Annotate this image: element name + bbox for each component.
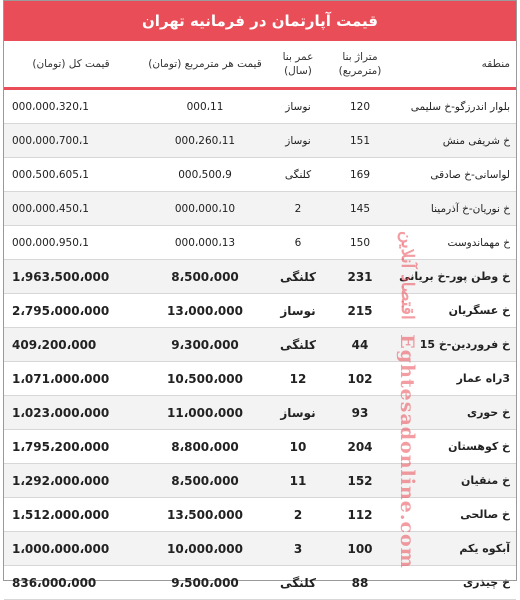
cell-area: 152 [324,464,396,498]
cell-age: 10 [272,430,324,464]
cell-area: 120 [324,90,396,124]
table-row [4,566,516,600]
cell-region: خ نوریان-خ آذرمینا [396,192,516,226]
cell-age: کلنگی [272,566,324,600]
header-total-price: قیمت کل (تومان) [4,41,138,90]
table-row [4,532,516,566]
cell-age: کلنگی [272,260,324,294]
table-row [4,498,516,532]
cell-area: 150 [324,226,396,260]
watermark-farsi: اقتصاد آنلاین [397,231,417,320]
cell-total-price: 000،000،950،1 [4,226,138,260]
cell-total-price: 1،795،200،000 [4,430,138,464]
table-row [4,226,516,260]
cell-total-price: 1،512،000،000 [4,498,138,532]
table-body [4,90,516,600]
table-row [4,124,516,158]
cell-total-price: 1،000،000،000 [4,532,138,566]
cell-age: 11 [272,464,324,498]
cell-total-price: 1،292،000،000 [4,464,138,498]
cell-price-per-meter: 13،500،000 [138,498,272,532]
cell-age: کلنگی [272,328,324,362]
header-region: منطقه [396,41,516,90]
cell-area: 145 [324,192,396,226]
cell-price-per-meter: 000،000،13 [138,226,272,260]
cell-region: خ وطن پور-خ بریانی [396,260,516,294]
cell-age: 3 [272,532,324,566]
cell-age: 2 [272,192,324,226]
cell-age: 6 [272,226,324,260]
header-age: عمر بنا (سال) [272,41,324,90]
cell-total-price: 000،000،450،1 [4,192,138,226]
cell-total-price: 1،071،000،000 [4,362,138,396]
cell-age: 2 [272,498,324,532]
table-row [4,430,516,464]
cell-area: 151 [324,124,396,158]
table-row [4,362,516,396]
cell-age: نوساز [272,294,324,328]
cell-age: نوساز [272,124,324,158]
cell-price-per-meter: 8،500،000 [138,464,272,498]
cell-total-price: 2،795،000،000 [4,294,138,328]
cell-total-price: 1،023،000،000 [4,396,138,430]
cell-price-per-meter: 000،260،11 [138,124,272,158]
cell-price-per-meter: 10،500،000 [138,362,272,396]
cell-price-per-meter: 8،800،000 [138,430,272,464]
table-row [4,90,516,124]
header-row [4,41,516,90]
price-table [4,41,516,600]
table-row [4,464,516,498]
cell-total-price: 000،500،605،1 [4,158,138,192]
table-row [4,192,516,226]
cell-region: خ مهماندوست [396,226,516,260]
cell-area: 204 [324,430,396,464]
cell-region: خ عسگریان [396,294,516,328]
cell-price-per-meter: 8،500،000 [138,260,272,294]
cell-price-per-meter: 10،000،000 [138,532,272,566]
cell-price-per-meter: 000،500،9 [138,158,272,192]
cell-region: لواسانی-خ صادقی [396,158,516,192]
table-row [4,328,516,362]
cell-price-per-meter: 9،500،000 [138,566,272,600]
cell-price-per-meter: 000،11 [138,90,272,124]
cell-age: نوساز [272,396,324,430]
cell-total-price: 000،000،700،1 [4,124,138,158]
cell-region: خ چیذری [396,566,516,600]
cell-region: آبکوه یکم [396,532,516,566]
table-row [4,294,516,328]
cell-area: 112 [324,498,396,532]
cell-total-price: 1،963،500،000 [4,260,138,294]
cell-price-per-meter: 9،300،000 [138,328,272,362]
cell-price-per-meter: 11،000،000 [138,396,272,430]
table-row [4,158,516,192]
cell-region: بلوار اندرزگو-خ سلیمی [396,90,516,124]
cell-area: 88 [324,566,396,600]
cell-region: خ فروردین-خ 15 [396,328,516,362]
cell-age: کلنگی [272,158,324,192]
cell-area: 102 [324,362,396,396]
cell-region: خ شریفی منش [396,124,516,158]
cell-region: خ صالحی [396,498,516,532]
price-table-card [3,0,517,590]
cell-total-price: 000،000،320،1 [4,90,138,124]
cell-area: 44 [324,328,396,362]
cell-region: خ کوهستان [396,430,516,464]
cell-total-price: 409،200،000 [4,328,138,362]
table-row [4,396,516,430]
watermark [396,231,418,569]
cell-area: 100 [324,532,396,566]
cell-area: 231 [324,260,396,294]
cell-price-per-meter: 13،000،000 [138,294,272,328]
header-price-per-meter: قیمت هر مترمربع (تومان) [138,41,272,90]
table-title: قیمت آپارتمان در فرمانیه تهران [4,1,516,41]
cell-age: 12 [272,362,324,396]
table-row [4,260,516,294]
cell-region: 3راه عمار [396,362,516,396]
header-area: متراژ بنا (مترمربع) [324,41,396,90]
cell-area: 215 [324,294,396,328]
cell-region: خ حوری [396,396,516,430]
cell-price-per-meter: 000،000،10 [138,192,272,226]
cell-age: نوساز [272,90,324,124]
cell-area: 93 [324,396,396,430]
watermark-latin: Eghtesadonline.com [396,334,418,569]
cell-area: 169 [324,158,396,192]
cell-region: خ منقیان [396,464,516,498]
cell-total-price: 836،000،000 [4,566,138,600]
